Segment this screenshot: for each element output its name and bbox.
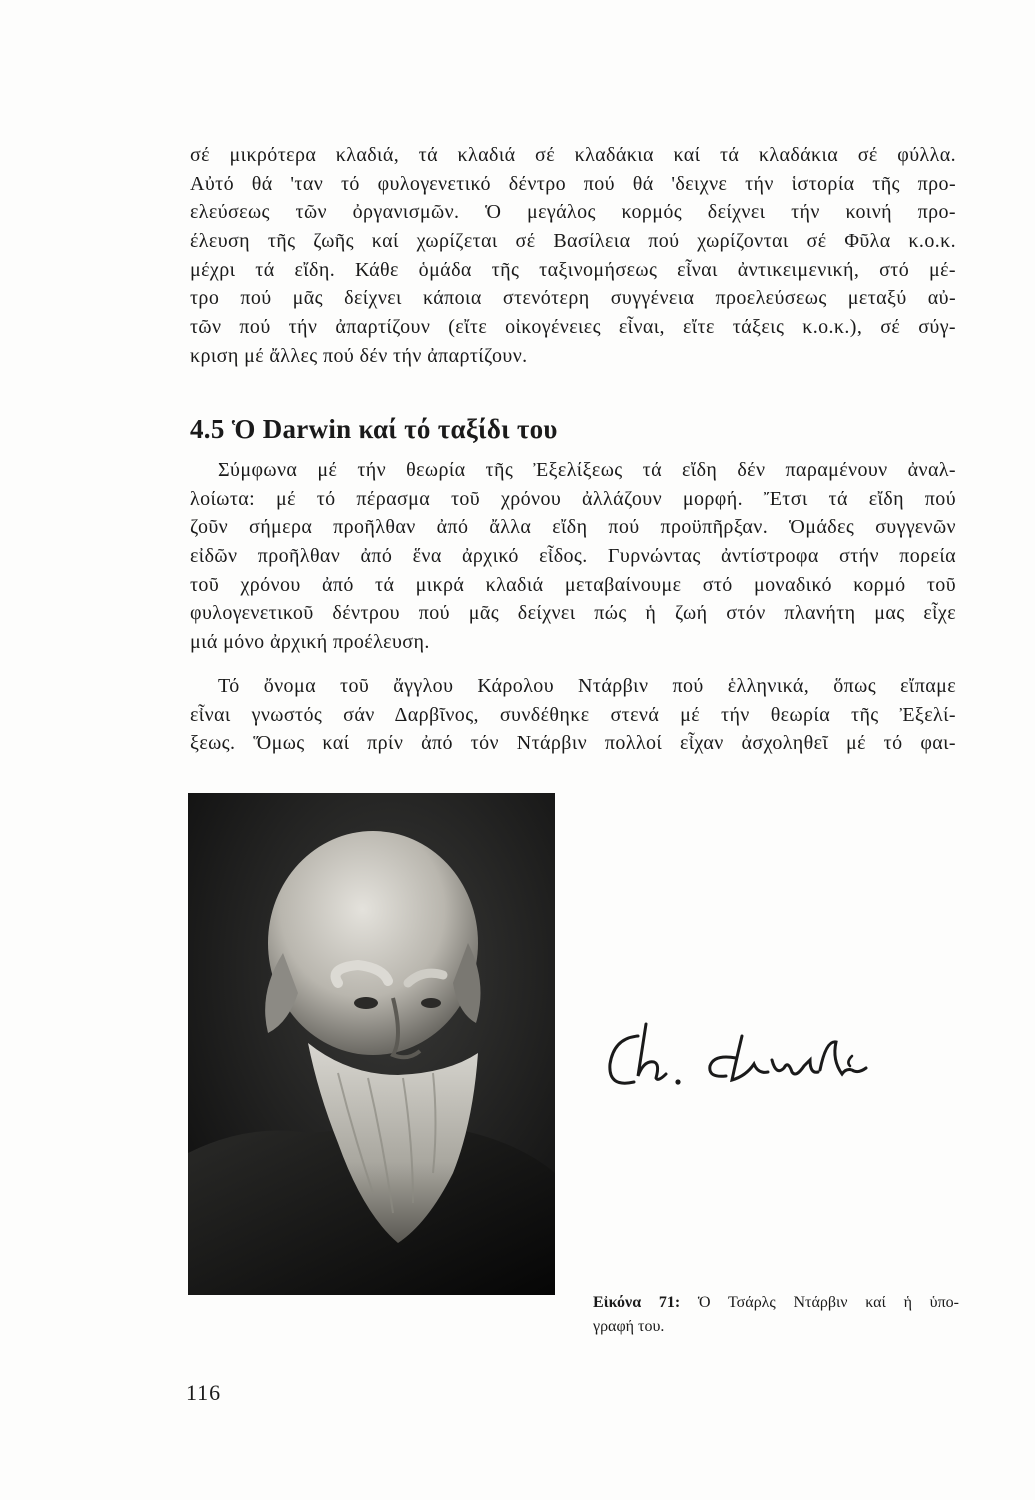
section-heading: 4.5 Ὁ Darwin καί τό ταξίδι του bbox=[190, 414, 558, 444]
text-line: ξεως. Ὅμως καί πρίν ἀπό τόν Ντάρβιν πολλοί εἶχαν ἀσχοληθεῖ μέ τό φαι- bbox=[190, 732, 956, 755]
text-line: μιά μόνο ἀρχική προέλευση. bbox=[190, 631, 430, 654]
text-line: μέχρι τά εἴδη. Κάθε ὁμάδα τῆς ταξινομήσεως εἶναι ἀντικειμενική, στό μέ- bbox=[190, 258, 956, 281]
text-line: ελεύσεως τῶν ὀργανισμῶν. Ὁ μεγάλος κορμός δείχνει τήν κοινή προ- bbox=[190, 201, 956, 224]
signature-mark bbox=[596, 1016, 886, 1106]
text-line: ζοῦν σήμερα προῆλθαν ἀπό ἄλλα εἴδη πού προϋπῆρξαν. Ὁμάδες συγγενῶν bbox=[190, 516, 956, 539]
text-line: κριση μέ ἄλλες πού δέν τήν ἀπαρτίζουν. bbox=[190, 344, 528, 367]
text-line: φυλογενετικοῦ δέντρου πού μᾶς δείχνει πώς ἡ ζωή στόν πλανήτη μας εἶχε bbox=[190, 602, 956, 625]
page-number: 116 bbox=[186, 1380, 222, 1405]
darwin-portrait-photo bbox=[188, 793, 555, 1295]
text-line: Σύμφωνα μέ τήν θεωρία τῆς Ἐξελίξεως τά εἴδη δέν παραμένουν ἀναλ- bbox=[218, 459, 956, 481]
paragraph-darwin-name bbox=[190, 672, 956, 758]
text-line: Τό ὄνομα τοῦ ἄγγλου Κάρολου Ντάρβιν πού ἑλληνικά, ὅπως εἴπαμε bbox=[218, 675, 956, 697]
text-line: εἶναι γνωστός σάν Δαρβῖνος, συνδέθηκε στενά μέ τήν θεωρία τῆς Ἐξελί- bbox=[190, 703, 956, 726]
text-line: σέ μικρότερα κλαδιά, τά κλαδιά σέ κλαδάκια καί τά κλαδάκια σέ φύλλα. bbox=[190, 144, 956, 166]
figure-label: Εἰκόνα 71: bbox=[593, 1294, 681, 1311]
text-line: εἰδῶν προῆλθαν ἀπό ἕνα ἀρχικό εἶδος. Γυρνώντας ἀντίστροφα στήν πορεία bbox=[190, 545, 956, 568]
portrait-illustration bbox=[188, 793, 555, 1295]
text-line: λοίωτα: μέ τό πέρασμα τοῦ χρόνου ἀλλάζουν μορφή. Ἔτσι τά εἴδη πού bbox=[190, 487, 956, 510]
text-line: τῶν πού τήν ἀπαρτίζουν (εἴτε οἰκογένειες εἶναι, εἴτε τάξεις κ.ο.κ.), σέ σύγ- bbox=[190, 316, 956, 339]
text-line: τοῦ χρόνου ἀπό τά μικρά κλαδιά μεταβαίνουμε στό μοναδικό κορμό τοῦ bbox=[190, 573, 956, 596]
caption-text: Ὁ Τσάρλς Ντάρβιν καί ἡ ὑπο- bbox=[697, 1294, 959, 1311]
caption-line: γραφή του. bbox=[593, 1318, 665, 1335]
caption-line bbox=[593, 1291, 959, 1315]
figure-caption bbox=[593, 1291, 959, 1339]
darwin-signature bbox=[596, 1016, 886, 1106]
text-line: Αὐτό θά 'ταν τό φυλογενετικό δέντρο πού θά 'δειχνε τήν ἱστορία τῆς προ- bbox=[190, 172, 956, 195]
paragraph-evolution bbox=[190, 456, 956, 657]
text-line: έλευση τῆς ζωῆς καί χωρίζεται σέ Βασίλεια πού χωρίζονται σέ Φῦλα κ.ο.κ. bbox=[190, 230, 956, 253]
text-line: τρο πού μᾶς δείχνει κάποια στενότερη συγγένεια προελεύσεως μεταξύ αὐ- bbox=[190, 287, 956, 310]
paragraph-top bbox=[190, 141, 956, 371]
